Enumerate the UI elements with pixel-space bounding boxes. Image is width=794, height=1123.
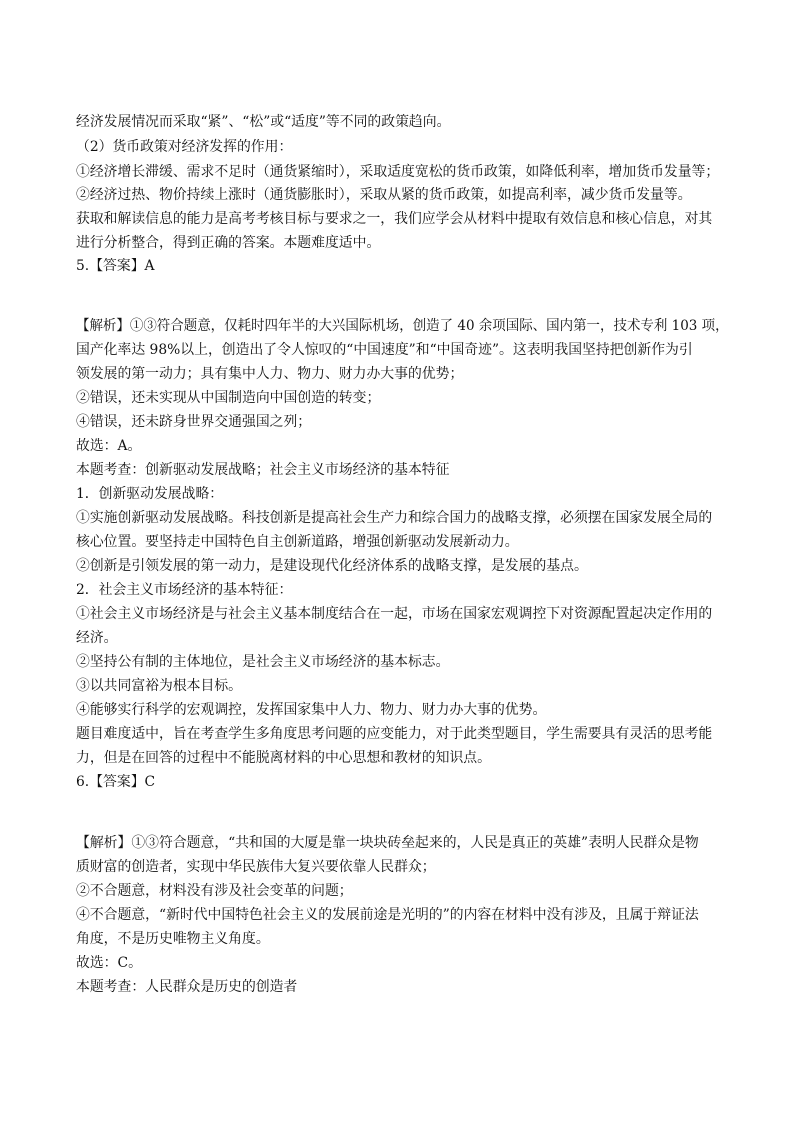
text-line: （2）货币政策对经济发挥的作用： — [76, 139, 293, 155]
text-line: 本题考查：人民群众是历史的创造者 — [76, 979, 298, 995]
answer-heading: 5.【答案】A — [76, 258, 155, 274]
text-line: 1．创新驱动发展战略： — [76, 486, 224, 502]
text-line: ②经济过热、物价持续上涨时（通货膨胀时），采取从紧的货币政策，如提高利率，减少货币发量等。 — [76, 187, 692, 203]
text-line: 经济。 — [76, 630, 118, 646]
text-line: 获取和解读信息的能力是高考考核目标与要求之一，我们应学会从材料中提取有效信息和核心信息，对其 — [76, 211, 713, 227]
text-line: 2．社会主义市场经济的基本特征： — [76, 582, 293, 598]
analysis-line: 【解析】①③符合题意，“共和国的大厦是靠一块块砖垒起来的，人民是真正的英雄”表明人民群众是物 — [76, 835, 699, 851]
text-line: 质财富的创造者，实现中华民族伟大复兴要依靠人民群众； — [76, 859, 436, 875]
text-line: 国产化率达 98%以上，创造出了令人惊叹的“中国速度”和“中国奇迹”。这表明我国坚持把创新作为引 — [76, 342, 693, 358]
text-line: ④能够实行科学的宏观调控，发挥国家集中人力、物力、财力办大事的优势。 — [76, 702, 547, 718]
text-line: ②错误，还未实现从中国制造向中国创造的转变； — [76, 390, 381, 406]
answer-heading: 6.【答案】C — [76, 774, 156, 790]
analysis-line: 【解析】①③符合题意，仅耗时四年半的大兴国际机场，创造了 40 余项国际、国内第一，技术专利 103 项， — [76, 318, 729, 334]
text-line: ③以共同富裕为根本目标。 — [76, 678, 242, 694]
text-line: 故选：A。 — [76, 438, 142, 454]
text-line: ④不合题意，“新时代中国特色社会主义的发展前途是光明的”的内容在材料中没有涉及，且属于辩证法 — [76, 907, 699, 923]
text-line: 进行分析整合，得到正确的答案。本题难度适中。 — [76, 235, 381, 251]
text-line: ①经济增长滞缓、需求不足时（通货紧缩时），采取适度宽松的货币政策，如降低利率，增加货币发量等； — [76, 164, 720, 180]
text-line: ①实施创新驱动发展战略。科技创新是提高社会生产力和综合国力的战略支撑，必须摆在国家发展全局的 — [76, 510, 713, 526]
text-line: 经济发展情况而采取“紧”、“松”或“适度”等不同的政策趋向。 — [76, 114, 451, 130]
text-line: 核心位置。要坚持走中国特色自主创新道路，增强创新驱动发展新动力。 — [76, 534, 519, 550]
text-line: ②不合题意，材料没有涉及社会变革的问题； — [76, 883, 353, 899]
text-line: 本题考查：创新驱动发展战略；社会主义市场经济的基本特征 — [76, 462, 450, 478]
text-line: ④错误，还未跻身世界交通强国之列； — [76, 414, 312, 430]
text-line: 题目难度适中，旨在考查学生多角度思考问题的应变能力，对于此类型题目，学生需要具有灵活的思考能 — [76, 726, 713, 742]
text-line: 领发展的第一动力；具有集中人力、物力、财力办大事的优势； — [76, 366, 464, 382]
text-line: ②创新是引领发展的第一动力，是建设现代化经济体系的战略支撑，是发展的基点。 — [76, 558, 588, 574]
text-line: ②坚持公有制的主体地位，是社会主义市场经济的基本标志。 — [76, 654, 450, 670]
text-line: 角度，不是历史唯物主义角度。 — [76, 931, 270, 947]
text-line: 故选：C。 — [76, 955, 142, 971]
text-line: ①社会主义市场经济是与社会主义基本制度结合在一起，市场在国家宏观调控下对资源配置起决定作用的 — [76, 606, 713, 622]
text-line: 力，但是在回答的过程中不能脱离材料的中心思想和教材的知识点。 — [76, 750, 491, 766]
